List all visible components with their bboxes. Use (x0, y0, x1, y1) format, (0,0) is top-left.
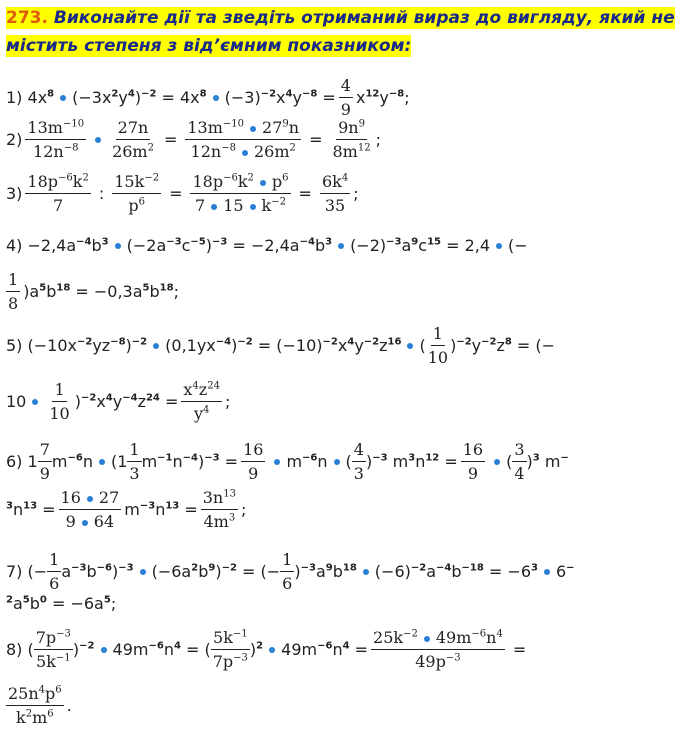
multiply-dot (95, 137, 101, 143)
item-2: 2) $\frac{13m^{-10}}{12n^{-8}}$ $\frac{27n}{26m^2}$ = $\frac{13m^{-10} 27^9n}{12n^{-8} 26m^2}$ = $\frac{9n^9}{8m^{12}}$ ; (6, 118, 381, 161)
item-6-line2: $^3n^{13}$ = $\frac{16 27}{9 64}$ $m^{-3}n^{13}$ = $\frac{3n^{13}}{4m^3}$ ; (6, 488, 247, 531)
item-6-line1: 6) 1 $\frac{7}{9}$ $m^{-6}n$ (1 $\frac{1}{3}$ $m^{-1}n^{-4})^{-3}$ = $\frac{16}{9}$ $m^{-6}n$ ( $\frac{4}{3}$ )$^{-3}$ $m^3n^{12}$ = $\frac{16}{9}$ ( $\frac{3}{4}$ )$^3$ m− (6, 440, 569, 483)
exercise-number: 273. (6, 8, 48, 28)
exercise-header (6, 4, 689, 60)
item-label: 8) (6, 640, 23, 659)
item-4-line1: 4) $-2,4a^{-4}b^3$ $(-2a^{-3}c^{-5})^{-3} = -2,4a^{-4}b^3$ $(-2)^{-3}a^9c^{15} = 2,4$ (− (6, 236, 528, 255)
exercise-title-line2: містить степеня з від’ємним показником: (6, 36, 412, 56)
item-label: 2) (6, 130, 23, 149)
item-3: 3) $\frac{18p^{-6}k^2}{7}$ : $\frac{15k^{-2}}{p^6}$ = $\frac{18p^{-6}k^2 p^6}{7 15 k^{-2}}$ = $\frac{6k^4}{35}$ ; (6, 172, 359, 215)
exercise-title-line1: Виконайте дії та зведіть отриманий вираз до вигляду, який не (47, 8, 675, 28)
item-7-line2: $^2a^5b^0 = -6a^5$; (6, 594, 117, 613)
multiply-dot (213, 95, 219, 101)
item-1: 1) $4x^8$ $(-3x^2y^4)^{-2} = 4x^8$ $(-3)^{-2}x^4y^{-8}$ = $\frac{4}{9}$ $x^{12}y^{-8}$; (6, 76, 410, 119)
item-8-line2: $\frac{25n^4p^6}{k^2m^6}$ . (8, 684, 72, 727)
item-label: 7) (6, 562, 23, 581)
item-4-line2: $\frac{1}{8}$ )$a^5b^{18} = -0,3a^5b^{18}$; (8, 270, 179, 313)
item-7-line1: 7) (− $\frac{1}{6}$ $a^{-3}b^{-6})^{-3}$ $(-6a^2b^9)^{-2}$ = (− $\frac{1}{6}$ )$^{-3}a^9b^{18}$ $(-6)^{-2}a^{-4}b^{-18} = -6^3$ 6− (6, 550, 575, 593)
item-label: 5) (6, 336, 23, 355)
item-label: 1) (6, 88, 23, 107)
item-label: 3) (6, 184, 23, 203)
item-5-line2: 10 $\frac{1}{10}$ )$^{-2}x^4y^{-4}z^{24}$ = $\frac{x^4z^{24}}{y^4}$ ; (6, 380, 231, 423)
item-8-line1: 8) ( $\frac{7p^{-3}}{5k^{-1}}$ )$^{-2}$ $49m^{-6}n^4$ = ( $\frac{5k^{-1}}{7p^{-3}}$ )$^2$ $49m^{-6}n^4$ = $\frac{25k^{-2} 49m^{-6}n^4}{49p^{-3}}$ = (6, 628, 527, 671)
item-5-line1: 5) $(-10x^{-2}yz^{-8})^{-2}$ $(0,1yx^{-4})^{-2} = (-10)^{-2}x^4y^{-2}z^{16}$ ( $\frac{1}{10}$ )$^{-2}y^{-2}z^8$ = (− (6, 324, 556, 367)
item-label: 6) (6, 452, 23, 471)
item-label: 4) (6, 236, 23, 255)
multiply-dot (60, 95, 66, 101)
